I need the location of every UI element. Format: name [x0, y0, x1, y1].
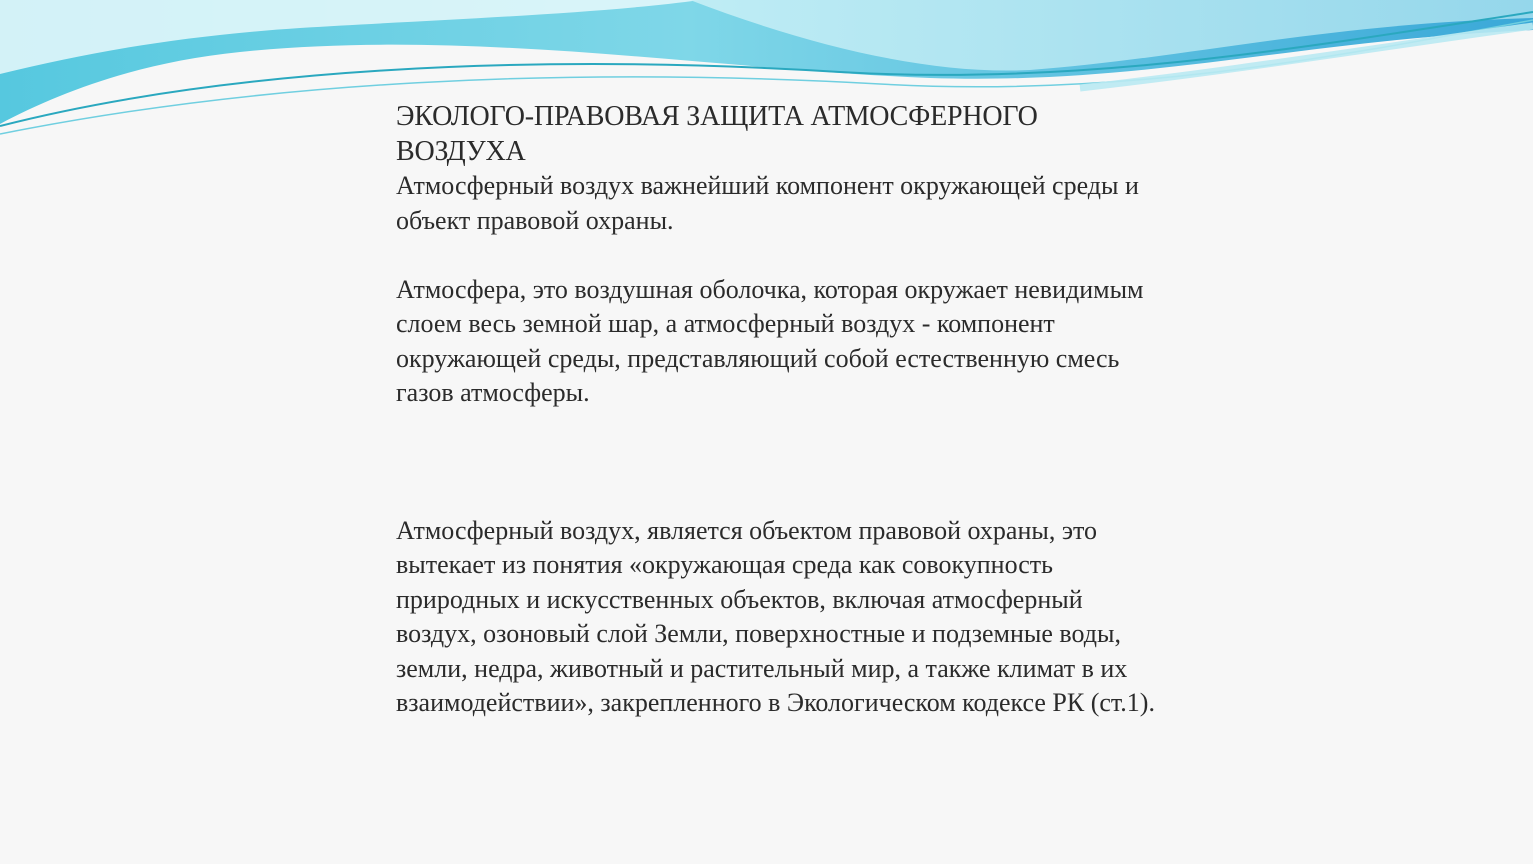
paragraph-atmosphere-definition: Атмосфера, это воздушная оболочка, которая окружает невидимым слоем весь земной шар, а атмосферный воздух - компонент окружающей среды, представляющий собой естественную смесь газов атмосферы.	[396, 274, 1144, 407]
slide-title: ЭКОЛОГО-ПРАВОВАЯ ЗАЩИТА АТМОСФЕРНОГО ВОЗДУХА	[396, 101, 1038, 167]
paragraph-intro: Атмосферный воздух важнейший компонент окружающей среды и объект правовой охраны.	[396, 171, 1139, 235]
slide-content	[396, 99, 1156, 721]
paragraph-legal-protection: Атмосферный воздух, является объектом правовой охраны, это вытекает из понятия «окружающая среда как совокупность природных и искусственных объектов, включая атмосферный воздух, озоновый слой Земли, поверхностные и подземные воды, земли, недра, животный и растительный мир, а также климат в их взаимодействии», закрепленного в Экологическом кодексе РК (ст.1).	[396, 515, 1155, 717]
